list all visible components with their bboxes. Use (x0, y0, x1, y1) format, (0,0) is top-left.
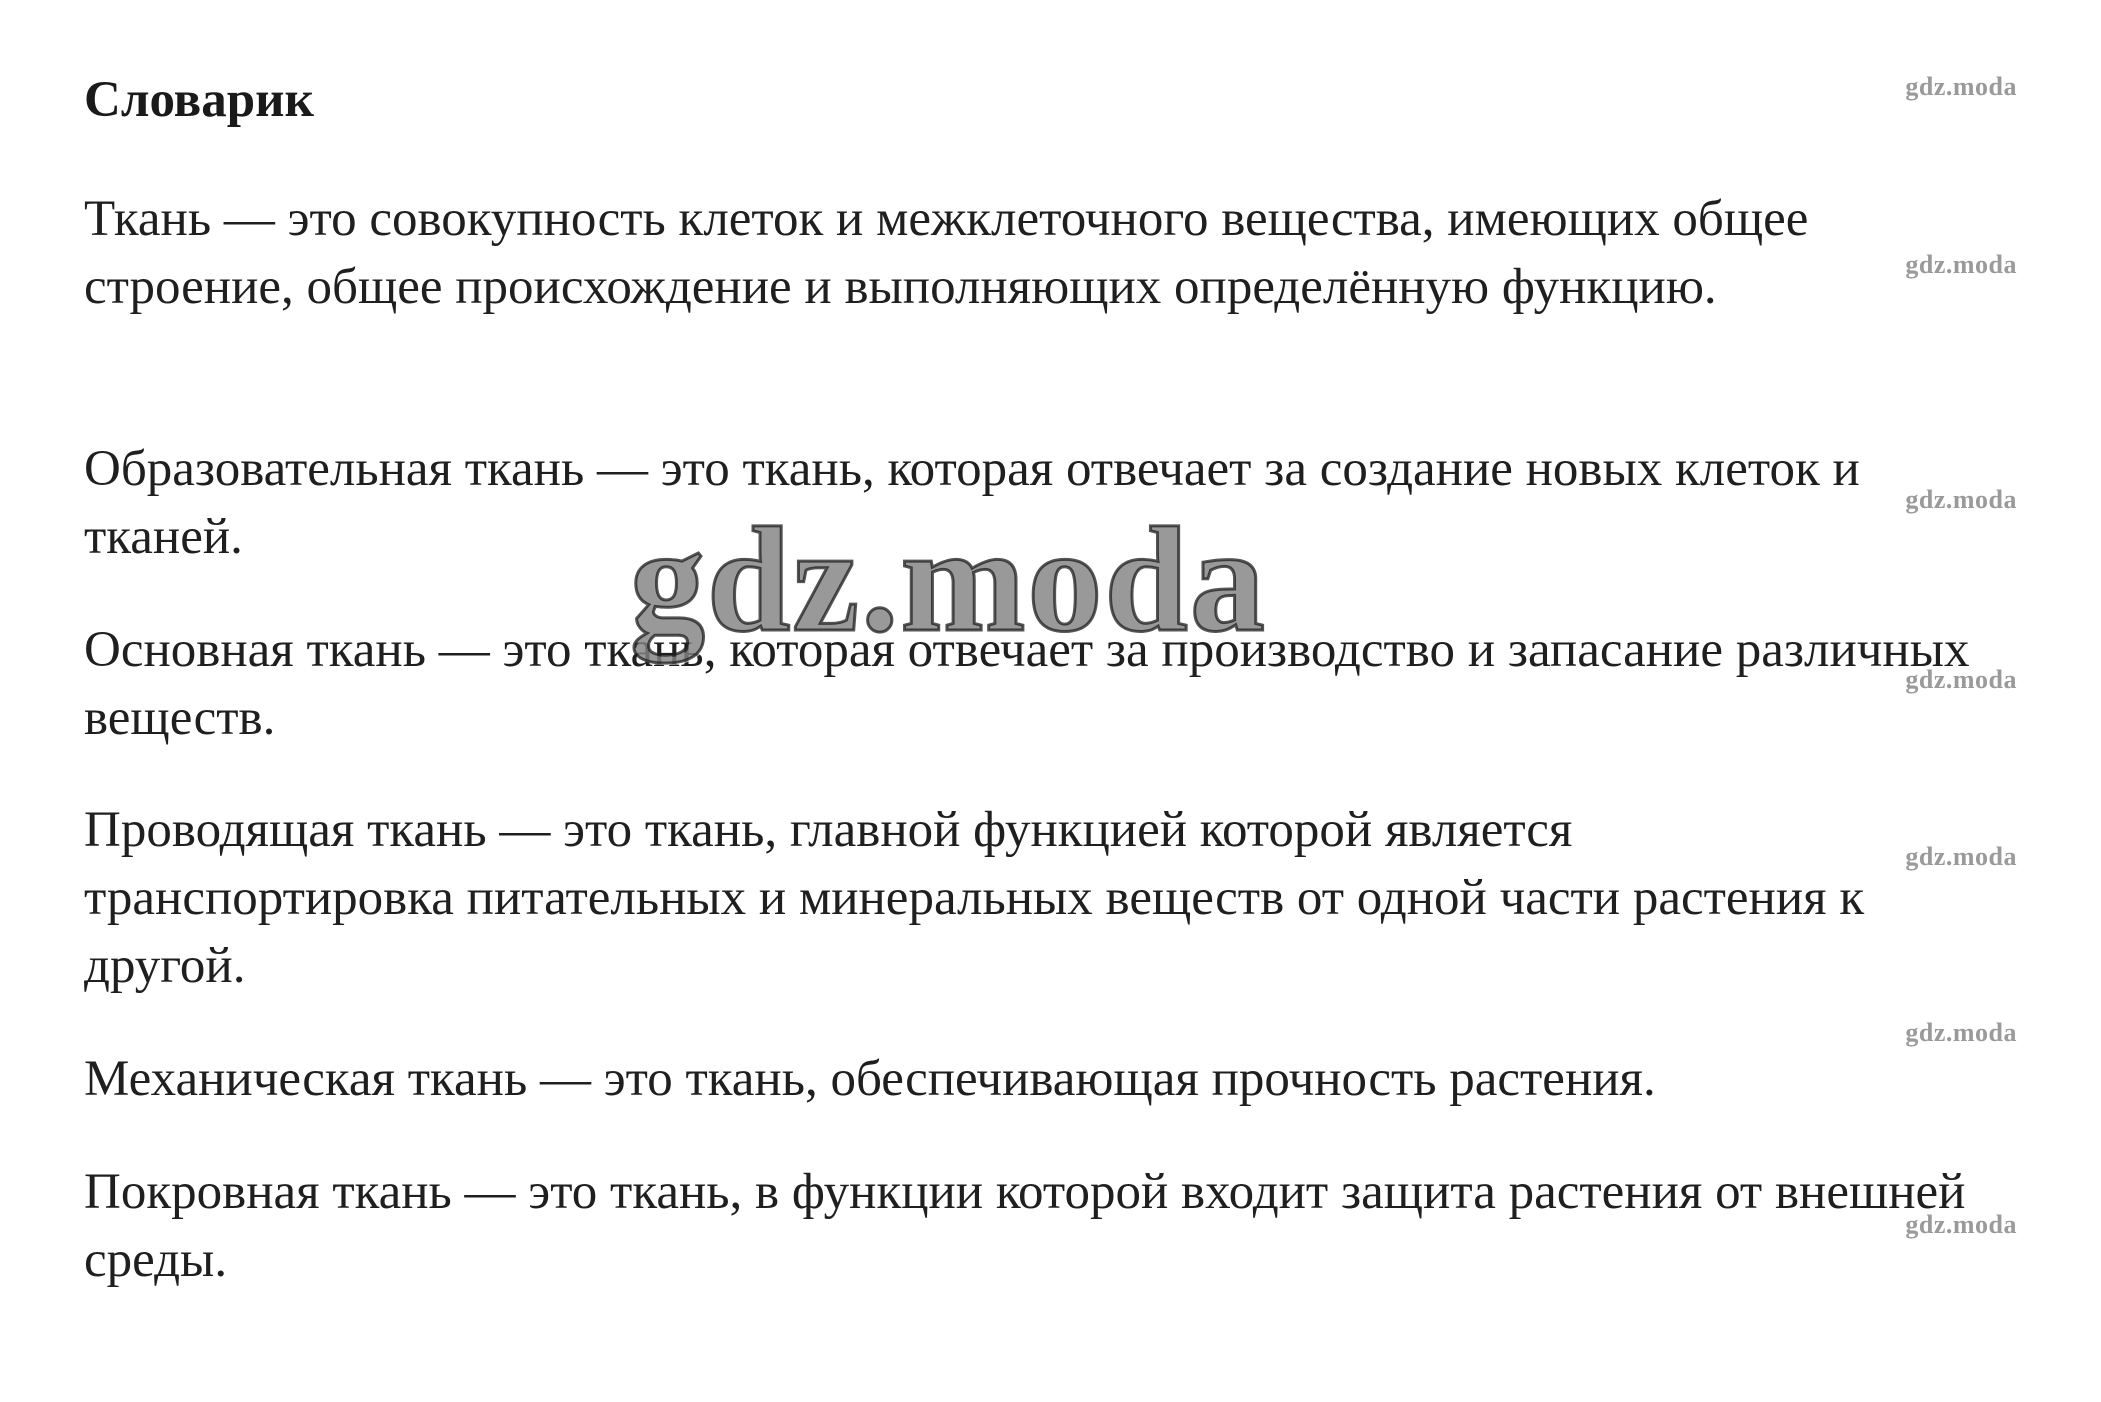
watermark-small: gdz.moda (1905, 72, 2017, 101)
watermark-small: gdz.moda (1905, 485, 2017, 514)
definition-meristem-tissue: Образовательная ткань — это ткань, которая отвечает за создание новых клеток и тканей. (84, 441, 1860, 565)
watermark-small: gdz.moda (1905, 1018, 2017, 1047)
definition-dermal-tissue: Покровная ткань — это ткань, в функции которой входит защита растения от внешней среды. (84, 1164, 1966, 1288)
watermark-small: gdz.moda (1905, 842, 2017, 871)
definition-mechanical-tissue: Механическая ткань — это ткань, обеспечивающая прочность растения. (84, 1051, 1656, 1107)
definition-ground-tissue: Основная ткань — это ткань, которая отвечает за производство и запасание различных веществ. (84, 622, 1970, 746)
watermark-small: gdz.moda (1905, 1210, 2017, 1239)
watermark-small: gdz.moda (1905, 665, 2017, 694)
page-title: Словарик (84, 72, 314, 128)
definition-vascular-tissue: Проводящая ткань — это ткань, главной функцией которой является транспортировка питательных и минеральных веществ от одной части растения к другой. (84, 802, 1865, 994)
definition-tissue: Ткань — это совокупность клеток и межклеточного вещества, имеющих общее строение, общее происхождение и выполняющих определённую функцию. (84, 191, 1809, 315)
watermark-large: gdz.moda (630, 497, 1267, 663)
watermark-small: gdz.moda (1905, 250, 2017, 279)
